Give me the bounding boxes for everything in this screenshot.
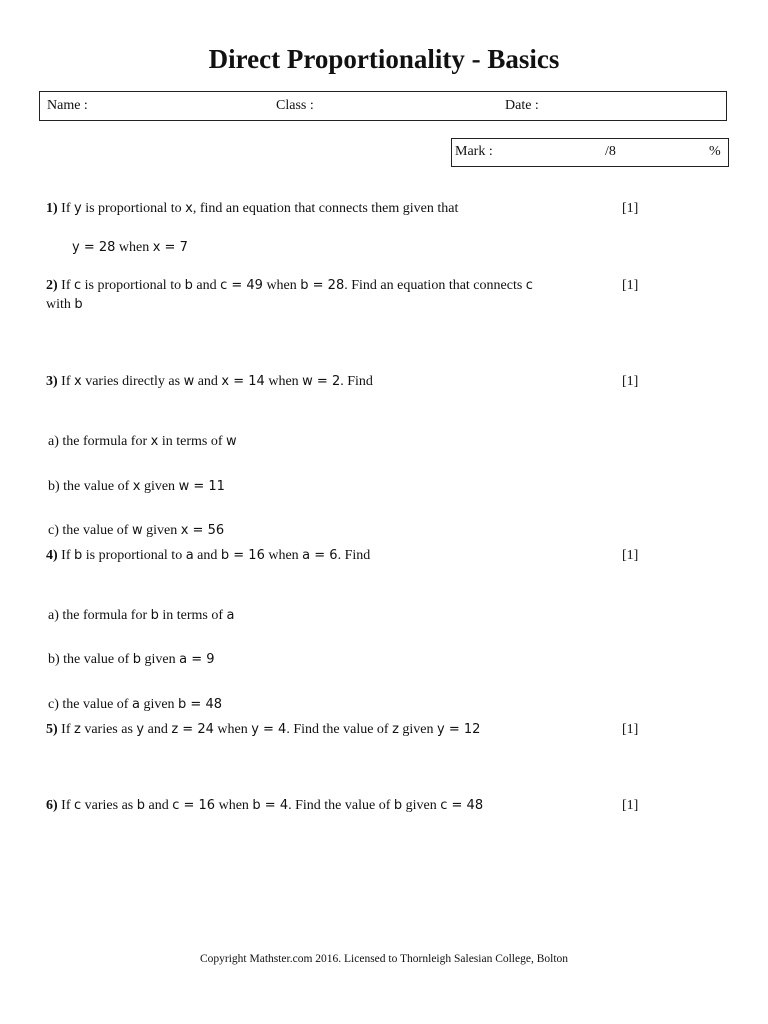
part-text: given	[143, 697, 175, 712]
mark-box	[451, 138, 729, 167]
question-3-marks: [1]	[622, 374, 639, 389]
student-info-box	[39, 91, 727, 121]
question-text: with	[46, 297, 71, 312]
question-text: If	[61, 798, 71, 813]
math-equation: c = 16	[172, 798, 216, 813]
question-text: is proportional to	[85, 201, 182, 216]
name-label: Name :	[47, 98, 88, 113]
question-2	[46, 278, 533, 294]
math-var: b	[184, 278, 193, 293]
question-text: and	[197, 374, 218, 389]
math-var: z	[392, 722, 399, 737]
math-var: c	[74, 278, 82, 293]
part-text: b) the value of	[48, 479, 130, 494]
question-text: when	[217, 722, 248, 737]
question-4-part-b	[48, 652, 215, 668]
question-text: and	[148, 798, 169, 813]
question-1	[46, 201, 458, 217]
math-var: x	[74, 374, 82, 389]
question-text: varies directly as	[85, 374, 181, 389]
math-equation: a = 9	[179, 652, 215, 667]
math-equation: y = 4	[251, 722, 287, 737]
math-equation: x = 7	[152, 240, 188, 255]
math-equation: y = 28	[72, 240, 116, 255]
question-2-marks: [1]	[622, 278, 639, 293]
question-2-continued	[46, 297, 83, 313]
math-var: x	[185, 201, 193, 216]
part-text: in terms of	[161, 434, 223, 449]
question-number: 5)	[46, 722, 58, 737]
question-number: 6)	[46, 798, 58, 813]
part-text: a) the formula for	[48, 434, 148, 449]
question-3-part-b	[48, 479, 225, 495]
question-number: 1)	[46, 201, 58, 216]
math-var: w	[131, 523, 143, 538]
question-text: If	[61, 374, 71, 389]
question-text: given	[402, 722, 434, 737]
question-1-condition	[72, 240, 188, 256]
question-text: . Find the value of	[288, 798, 391, 813]
math-var: c	[74, 798, 82, 813]
part-text: a) the formula for	[48, 608, 148, 623]
question-4	[46, 548, 370, 564]
math-equation: a = 6	[302, 548, 338, 563]
question-number: 4)	[46, 548, 58, 563]
question-text: If	[61, 548, 71, 563]
part-text: given	[143, 479, 176, 494]
question-text: when	[118, 240, 150, 255]
math-equation: w = 2	[302, 374, 341, 389]
math-equation: x = 56	[180, 523, 225, 538]
math-var: a	[131, 697, 140, 712]
math-var: b	[393, 798, 403, 813]
mark-label: Mark :	[455, 144, 493, 159]
math-var: a	[226, 608, 235, 623]
mark-total: /8	[605, 144, 616, 159]
part-text: c) the value of	[48, 697, 129, 712]
question-4-marks: [1]	[622, 548, 639, 563]
question-1-marks: [1]	[622, 201, 639, 216]
math-equation: y = 12	[437, 722, 481, 737]
math-equation: w = 11	[178, 479, 225, 494]
copyright-footer: Copyright Mathster.com 2016. Licensed to Thornleigh Salesian College, Bolton	[199, 953, 569, 965]
math-equation: z = 24	[171, 722, 214, 737]
math-equation: b = 48	[178, 697, 222, 712]
question-text: is proportional to	[84, 278, 182, 293]
math-var: w	[225, 434, 237, 449]
question-text: varies as	[84, 798, 134, 813]
question-text: . Find the value of	[286, 722, 389, 737]
question-text: . Find an equation that connects	[344, 278, 523, 293]
math-var: z	[74, 722, 81, 737]
math-var: c	[525, 278, 533, 293]
math-var: a	[185, 548, 194, 563]
part-text: in terms of	[162, 608, 224, 623]
question-6	[46, 798, 483, 814]
date-label: Date :	[505, 98, 539, 113]
question-number: 2)	[46, 278, 58, 293]
math-equation: c = 48	[440, 798, 484, 813]
question-text: when	[218, 798, 249, 813]
question-4-part-c	[48, 697, 222, 713]
math-var: x	[132, 479, 141, 494]
math-var: b	[74, 297, 83, 312]
class-label: Class :	[276, 98, 314, 113]
question-5-marks: [1]	[622, 722, 639, 737]
math-var: b	[150, 608, 159, 623]
question-text: , find an equation that connects them given that	[192, 201, 459, 216]
part-text: given	[146, 523, 178, 538]
part-text: c) the value of	[48, 523, 129, 538]
question-text: and	[196, 278, 217, 293]
page-title: Direct Proportionality - Basics	[208, 44, 560, 74]
question-3-part-c	[48, 523, 224, 539]
question-text: when	[268, 548, 299, 563]
math-var: b	[136, 798, 146, 813]
part-text: given	[144, 652, 176, 667]
part-text: b) the value of	[48, 652, 130, 667]
math-var: y	[136, 722, 145, 737]
question-3-part-a	[48, 434, 237, 450]
math-var: b	[132, 652, 142, 667]
math-var: w	[183, 374, 195, 389]
question-text: If	[61, 278, 71, 293]
math-equation: b = 28	[300, 278, 345, 293]
question-5	[46, 722, 480, 738]
question-text: . Find	[337, 548, 371, 563]
question-text: given	[405, 798, 437, 813]
question-3	[46, 374, 373, 390]
math-equation: b = 16	[220, 548, 265, 563]
question-text: is proportional to	[85, 548, 183, 563]
question-6-marks: [1]	[622, 798, 639, 813]
question-number: 3)	[46, 374, 58, 389]
math-var: y	[74, 201, 82, 216]
math-equation: x = 14	[221, 374, 265, 389]
math-var: x	[150, 434, 159, 449]
math-equation: b = 4	[252, 798, 289, 813]
math-equation: c = 49	[220, 278, 263, 293]
question-text: If	[61, 201, 71, 216]
question-4-part-a	[48, 608, 235, 624]
question-text: and	[147, 722, 168, 737]
math-var: b	[74, 548, 83, 563]
question-text: when	[266, 278, 297, 293]
mark-percent: %	[709, 144, 721, 159]
question-text: and	[197, 548, 218, 563]
question-text: . Find	[340, 374, 373, 389]
question-text: varies as	[84, 722, 133, 737]
question-text: If	[61, 722, 71, 737]
question-text: when	[268, 374, 299, 389]
